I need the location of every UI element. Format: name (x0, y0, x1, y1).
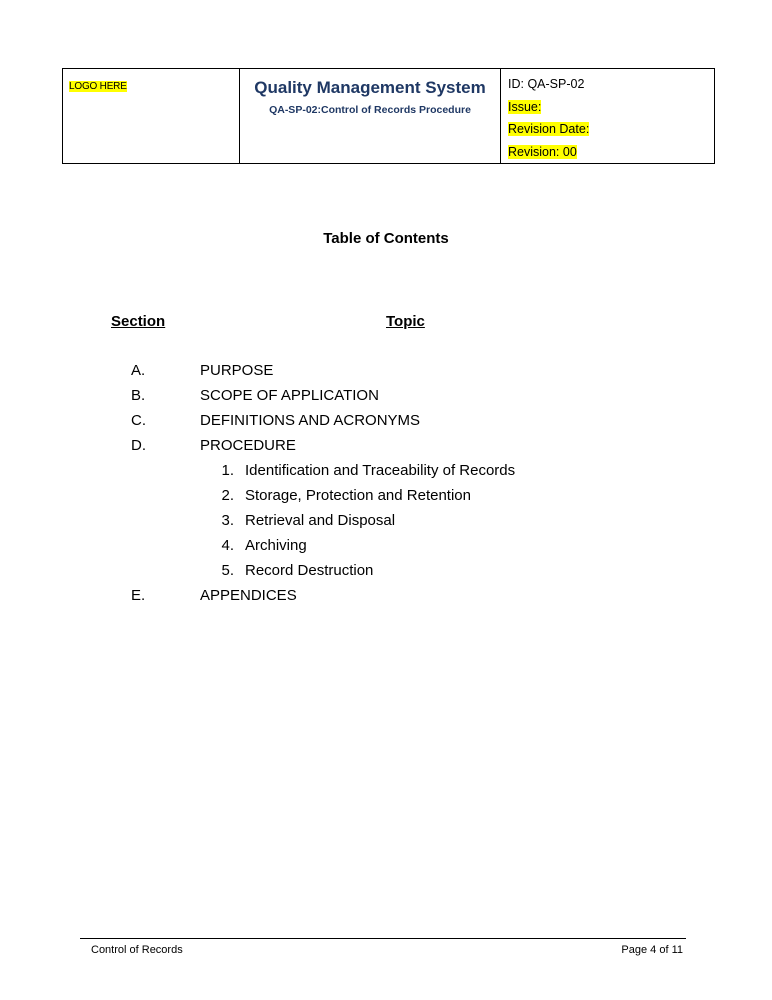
toc-topic: PURPOSE (200, 362, 274, 379)
topic-column-heading: Topic (386, 313, 425, 330)
toc-subentry-text: Record Destruction (245, 562, 374, 579)
toc-topic: PROCEDURE (200, 437, 296, 454)
toc-section-letter: B. (131, 387, 146, 404)
document-meta-cell (501, 69, 714, 163)
toc-section-letter: D. (131, 437, 146, 454)
toc-section-letter: C. (131, 412, 146, 429)
revision-field: Revision: 00 (508, 144, 577, 159)
footer-document-name: Control of Records (91, 944, 183, 956)
title-cell (240, 69, 501, 163)
meta-revision-date-row (508, 122, 714, 145)
toc-entry-procedure[interactable] (0, 436, 772, 461)
logo-placeholder: LOGO HERE (69, 81, 127, 92)
toc-subentry-storage[interactable] (0, 486, 772, 511)
footer-divider (80, 938, 686, 939)
toc-topic: SCOPE OF APPLICATION (200, 387, 379, 404)
toc-subentry-number: 5. (221, 562, 234, 579)
toc-subentry-number: 1. (221, 462, 234, 479)
section-column-heading: Section (111, 313, 166, 330)
toc-title: Table of Contents (323, 230, 449, 247)
toc-subentry-destruction[interactable] (0, 561, 772, 586)
revision-date-field: Revision Date: (508, 122, 590, 136)
toc-subentry-number: 2. (221, 487, 234, 504)
toc-section-letter: E. (131, 587, 146, 604)
procedure-subtitle: QA-SP-02:Control of Records Procedure (269, 104, 471, 116)
toc-topic: DEFINITIONS AND ACRONYMS (200, 412, 421, 429)
toc-subentry-text: Storage, Protection and Retention (245, 487, 471, 504)
document-id: ID: QA-SP-02 (508, 77, 585, 91)
toc-subentry-number: 4. (221, 537, 234, 554)
meta-id-row (508, 77, 714, 100)
toc-section-letter: A. (131, 362, 146, 379)
footer-page-number: Page 4 of 11 (621, 944, 683, 956)
meta-revision-row (508, 145, 714, 168)
meta-issue-row (508, 100, 714, 123)
toc-entry-definitions[interactable] (0, 411, 772, 436)
toc-entry-scope[interactable] (0, 386, 772, 411)
toc-subentry-identification[interactable] (0, 461, 772, 486)
toc-entry-purpose[interactable] (0, 361, 772, 386)
toc-topic: APPENDICES (200, 587, 297, 604)
toc-subentry-text: Archiving (245, 537, 307, 554)
system-title: Quality Management System (254, 78, 486, 97)
toc-subentry-archiving[interactable] (0, 536, 772, 561)
toc-subentry-number: 3. (221, 512, 234, 529)
toc-subentry-retrieval[interactable] (0, 511, 772, 536)
issue-field: Issue: (508, 99, 542, 114)
toc-entry-appendices[interactable] (0, 586, 772, 611)
logo-cell (63, 69, 240, 163)
toc-list (0, 361, 772, 611)
toc-subentry-text: Identification and Traceability of Records (245, 462, 516, 479)
toc-subentry-text: Retrieval and Disposal (245, 512, 396, 529)
document-header-table (62, 68, 715, 164)
